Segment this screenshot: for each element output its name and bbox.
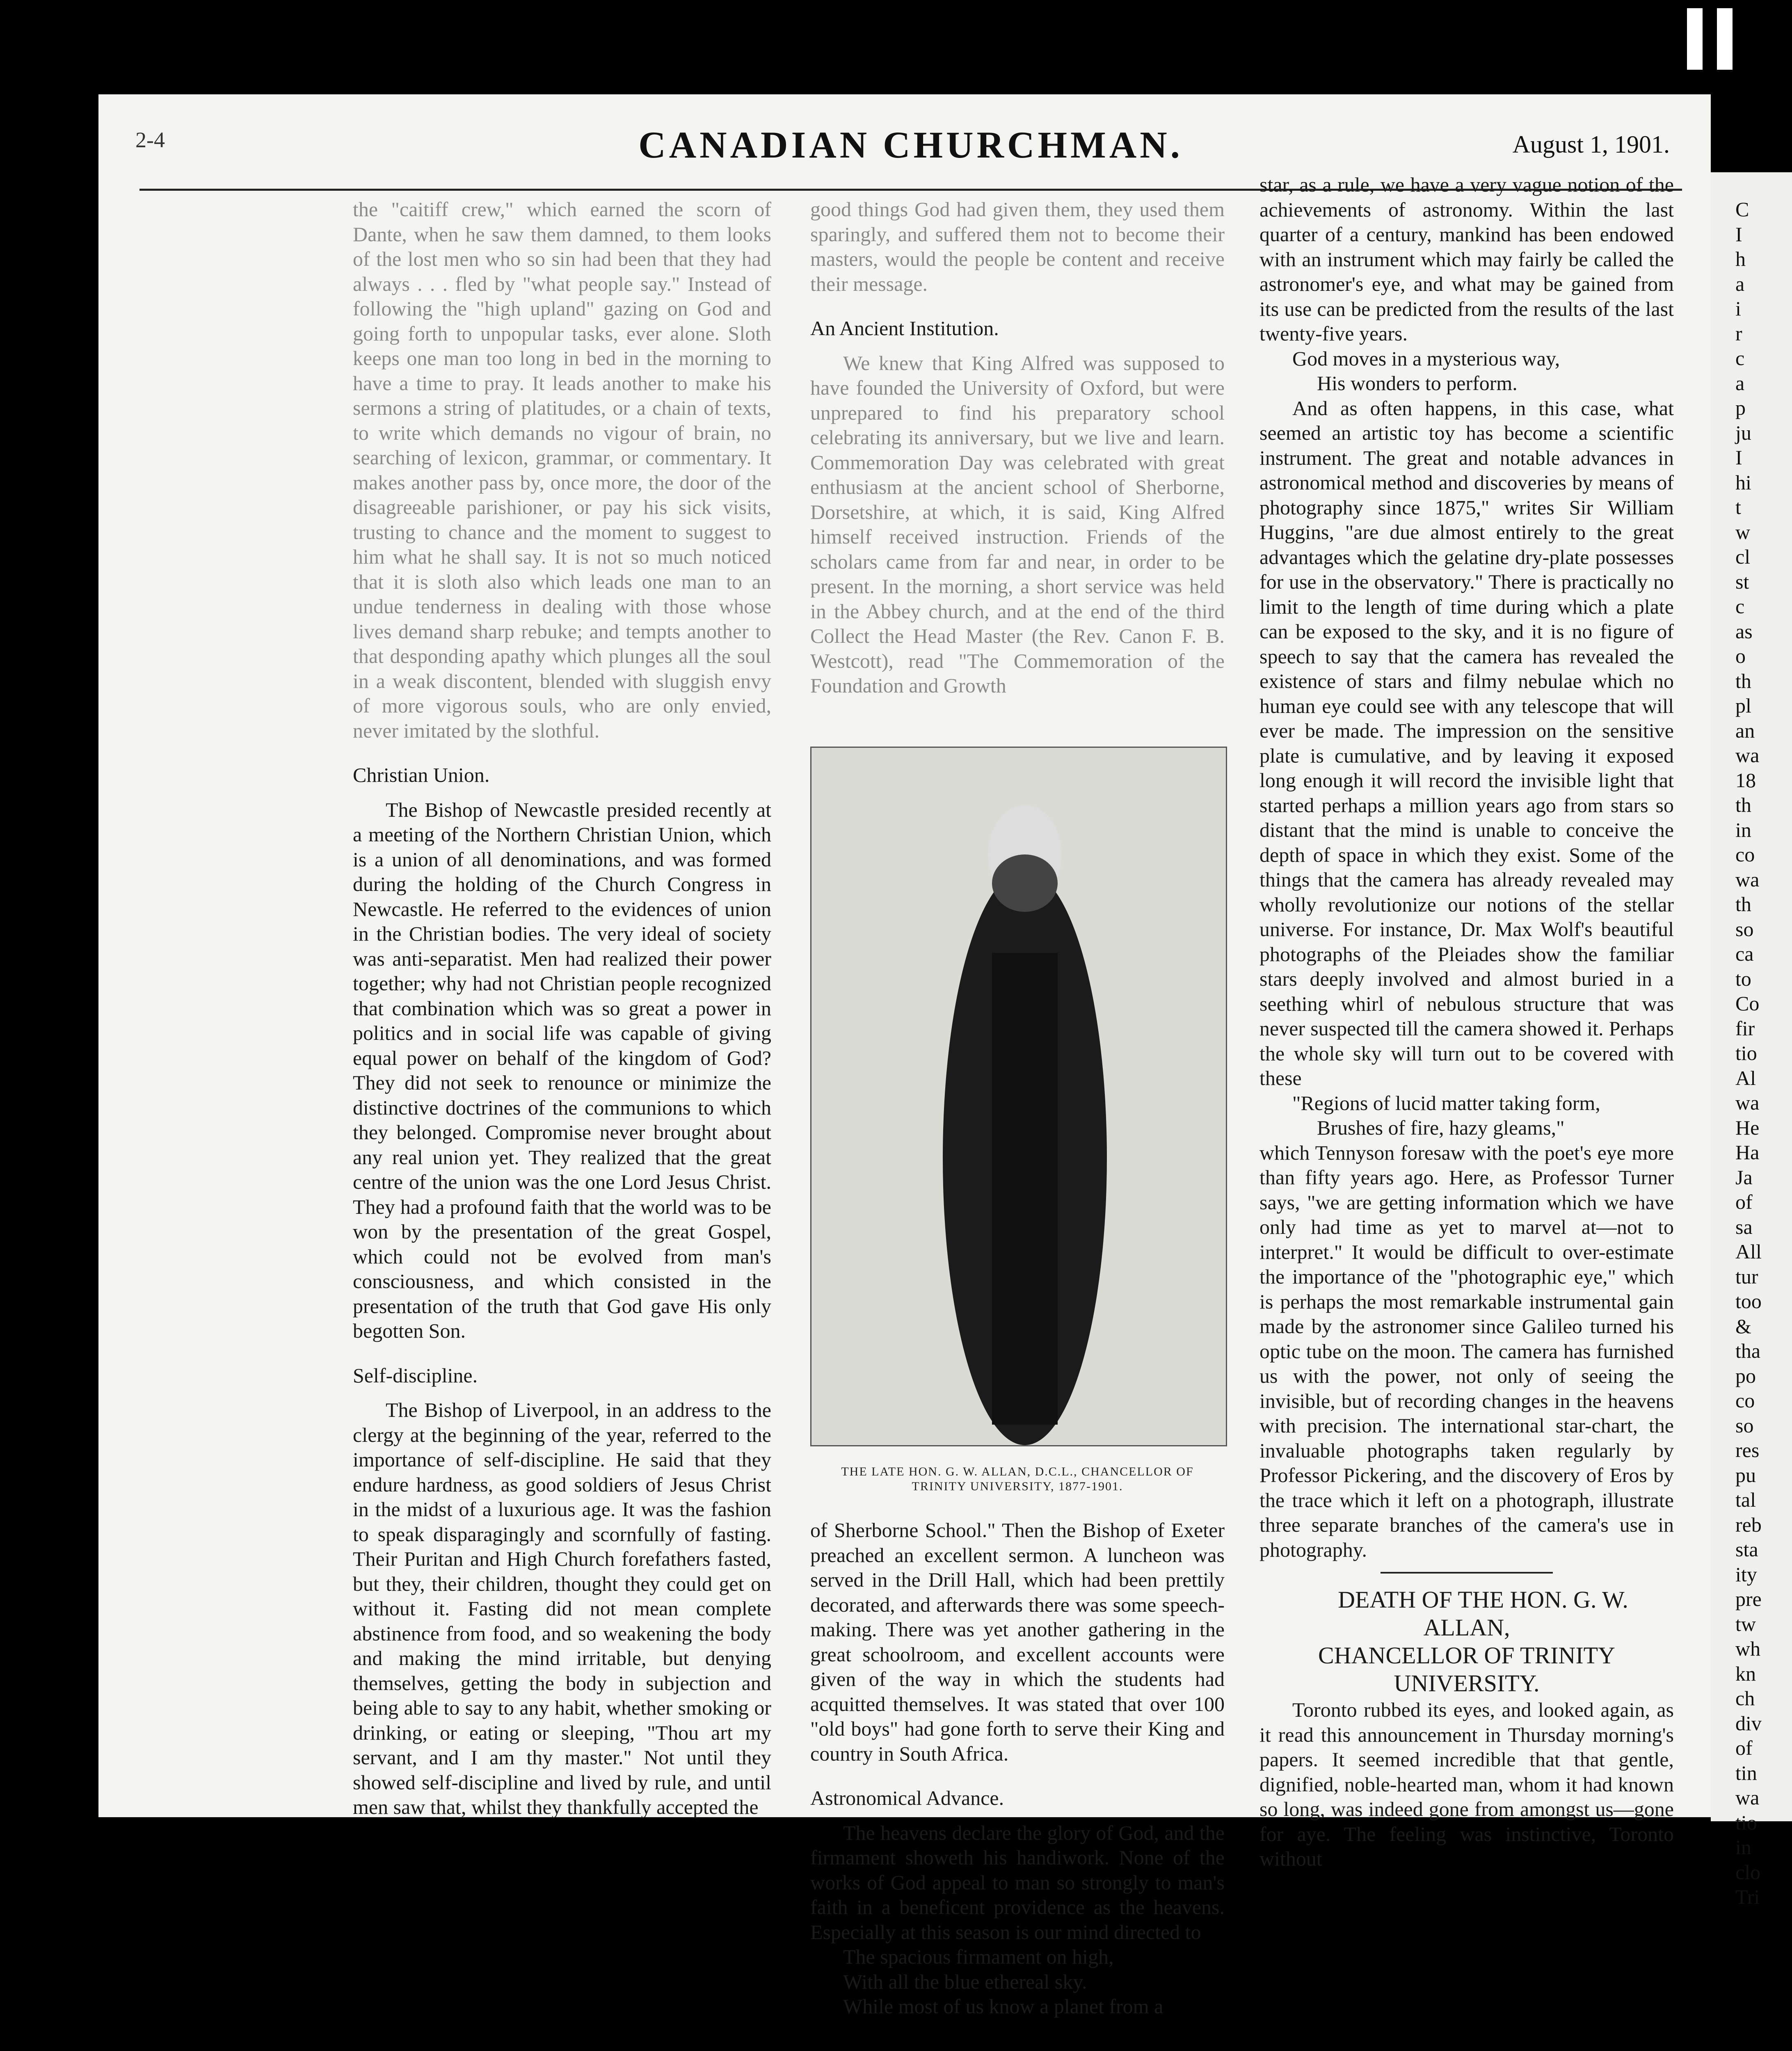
adjacent-page-fragment: wa	[1735, 868, 1760, 891]
adjacent-page-fragment: to	[1735, 967, 1751, 990]
adjacent-page-fragment: of	[1735, 1190, 1753, 1213]
adjacent-page-fragment: tur	[1735, 1265, 1758, 1288]
adjacent-page-fragment: o	[1735, 644, 1746, 667]
adjacent-page-fragment: pu	[1735, 1463, 1756, 1487]
adjacent-page-fragment: res	[1735, 1439, 1760, 1462]
paragraph: the "caitiff crew," which earned the scorn of Dante, when he saw them damned, to them looks of the lost men who so sin had been that they had always . . . fled by "what people say." Instead of following the "high upland" gazing on God and going forth to unpopular tasks, ever alone. Sloth keeps one man too long in bed in the morning to have a time to pray. It leads another to make his sermons a string of platitudes, or a chain of texts, to write which demands no vigour of brain, no searching of lexicon, grammar, or commentary. It makes another pass by, once more, the door of the disagreeable parishioner, or pay his sick visits, trusting to chance and the moment to suggest to him what he shall say. It is not so much noticed that it is sloth also which leads one man to an undue tenderness in dealing with those whose lives demand sharp rebuke; and tempts another to that desponding apathy which plunges all the soul in a weak discontent, blended with sluggish envy of more vigorous souls, who are only envied, never imitated by the slothful.	[353, 198, 771, 742]
adjacent-page-fragment: All	[1735, 1240, 1762, 1263]
adjacent-page-fragment: &	[1735, 1314, 1751, 1338]
caption-line: TRINITY UNIVERSITY, 1877-1901.	[912, 1480, 1123, 1493]
adjacent-page-fragment: an	[1735, 719, 1755, 742]
adjacent-page-fragment: Ha	[1735, 1141, 1760, 1164]
adjacent-page-fragment: co	[1735, 1389, 1755, 1412]
paragraph: While most of us know a planet from a	[843, 1995, 1163, 2018]
adjacent-page-fragment: so	[1735, 1414, 1754, 1437]
paragraph: of Sherborne School." Then the Bishop of Exeter preached an excellent sermon. A luncheon was served in the Drill Hall, which had been prettily decorated, and afterwards there was some speech-making. There was yet another gathering in the great schoolroom, and excellent accounts were given of the way in which the students had acquitted themselves. It was stated that over 100 "old boys" had gone forth to serve their King and country in South Africa.	[810, 1519, 1225, 1765]
column-3	[1259, 172, 1674, 1871]
paragraph: The Bishop of Liverpool, in an address to the clergy at the beginning of the year, referred to the importance of self-discipline. He said that they endure hardness, as good soldiers of Jesus Christ in the midst of a luxurious age. It was the fashion to speak disparagingly and scornfully of fasting. Their Puritan and High Church forefathers fasted, but they, their children, thought they could get on without it. Fasting did not mean complete abstinence from food, and so weakening the body and making the mind irritable, but denying themselves, getting the body in subjection and being able to say to any habit, whether smoking or drinking, or eating or sleeping, "Thou art my servant, and I am thy master." Not until they showed self-discipline and lived by rule, and until men saw that, whilst they thankfully accepted the	[353, 1398, 771, 1818]
section-heading: Astronomical Advance.	[810, 1786, 1004, 1809]
film-bar	[1687, 8, 1703, 70]
portrait-photo	[810, 747, 1227, 1446]
adjacent-page-fragment: wa	[1735, 1786, 1760, 1809]
adjacent-page-fragment: tio	[1735, 1041, 1757, 1064]
adjacent-page-fragment: tin	[1735, 1761, 1757, 1784]
paragraph: Toronto rubbed its eyes, and looked again, as it read this announcement in Thursday morning's papers. It seemed incredible that that gentle, dignified, noble-hearted man, whom it had known so long, was indeed gone from amongst us—gone for aye. The feeling was instinctive, Toronto without	[1259, 1698, 1674, 1870]
article-headline	[1259, 1586, 1674, 1697]
adjacent-page-fragment: i	[1735, 297, 1741, 320]
adjacent-page-fragment: div	[1735, 1711, 1762, 1735]
adjacent-page-fragment: a	[1735, 272, 1745, 295]
adjacent-page-fragment: cl	[1735, 545, 1751, 568]
adjacent-page-fragment: 18	[1735, 768, 1756, 792]
paragraph: good things God had given them, they used them sparingly, and suffered them not to become their masters, would the people be content and receive their message.	[810, 198, 1225, 295]
adjacent-page-fragment: I	[1735, 446, 1742, 469]
headline-line: CHANCELLOR OF TRINITY	[1318, 1642, 1615, 1669]
column-1	[353, 197, 771, 1820]
adjacent-page-fragment: ity	[1735, 1562, 1757, 1586]
adjacent-page-strip	[1711, 172, 1792, 1908]
adjacent-page-fragment: c	[1735, 347, 1745, 370]
section-heading: Self-discipline.	[353, 1364, 478, 1387]
adjacent-page-fragment: kn	[1735, 1662, 1756, 1685]
adjacent-page-fragment: tal	[1735, 1488, 1756, 1511]
verse-line: His wonders to perform.	[1317, 372, 1518, 395]
adjacent-page-fragment: in	[1735, 818, 1751, 841]
adjacent-page-fragment: Al	[1735, 1066, 1756, 1089]
adjacent-page-fragment: clo	[1735, 1860, 1761, 1884]
column-2	[810, 197, 1225, 698]
adjacent-page-fragment: He	[1735, 1116, 1760, 1139]
issue-date: August 1, 1901.	[1512, 131, 1670, 158]
verse-line: With all the blue ethereal sky.	[843, 1970, 1087, 1993]
adjacent-page-fragment: po	[1735, 1364, 1756, 1387]
adjacent-page-fragment: sta	[1735, 1538, 1758, 1561]
adjacent-page-fragment: I	[1735, 222, 1742, 246]
verse-line: God moves in a mysterious way,	[1292, 347, 1560, 370]
adjacent-page-fragment: reb	[1735, 1513, 1762, 1536]
adjacent-page-fragment: tio	[1735, 1811, 1757, 1834]
adjacent-page-fragment: hi	[1735, 470, 1751, 494]
section-heading: Christian Union.	[353, 763, 490, 786]
adjacent-page-fragment: of	[1735, 1736, 1753, 1759]
adjacent-page-fragment: c	[1735, 595, 1745, 618]
adjacent-page-fragment: so	[1735, 917, 1754, 941]
section-heading: An Ancient Institution.	[810, 317, 999, 340]
paragraph: And as often happens, in this case, what seemed an artistic toy has become a scientific instrument. The great and notable advances in astronomical method and discoveries by means of photography since 1875," writes Sir William Huggins, "are due almost entirely to the great advantages which the gelatine dry-plate possesses for use in the observatory." There is practically no limit to the length of time during which a plate can be exposed to the sky, and it is no figure of speech to say that the camera has revealed the existence of stars and filmy nebulae which no human eye could see with any telescope that will ever be made. The impression on the sensitive plate is cumulative, and by leaving it exposed long enough it will record the invisible light that started perhaps a million years ago from stars so distant that the mind is unable to conceive the depth of space in which they exist. Some of the things that the camera has already revealed may wholly revolutionize our notions of the stellar universe. For instance, Dr. Max Wolf's beautiful photographs of the Pleiades show the familiar stars deeply involved and almost buried in a seething whirl of nebulous structure that was never suspected till the camera showed it. Perhaps the whole sky will turn out to be covered with these	[1259, 396, 1674, 1089]
adjacent-page-fragment: tw	[1735, 1612, 1756, 1635]
adjacent-page-fragment: wa	[1735, 1091, 1760, 1114]
adjacent-page-fragment: Co	[1735, 992, 1760, 1015]
page-number: 2-4	[135, 128, 165, 152]
verse-line: Brushes of fire, hazy gleams,"	[1317, 1116, 1565, 1139]
adjacent-page-fragment: h	[1735, 247, 1746, 270]
adjacent-page-fragment: co	[1735, 843, 1755, 866]
portrait-caption	[810, 1464, 1225, 1494]
adjacent-page-fragment: pl	[1735, 694, 1751, 717]
paragraph: The heavens declare the glory of God, and the firmament showeth his handiwork. None of the works of God appeal to man so strongly to man's faith in a beneficent providence as the heavens. Especially at this season is our mind directed to	[810, 1821, 1225, 1944]
film-bar	[1717, 8, 1733, 70]
adjacent-page-fragment: r	[1735, 322, 1742, 345]
adjacent-page-fragment: ch	[1735, 1687, 1755, 1710]
adjacent-page-fragment: sa	[1735, 1215, 1753, 1238]
verse-line: The spacious firmament on high,	[843, 1945, 1114, 1968]
caption-line: THE LATE HON. G. W. ALLAN, D.C.L., CHANCELLOR OF	[841, 1465, 1194, 1478]
adjacent-page-fragment: ca	[1735, 942, 1754, 965]
paragraph: which Tennyson foresaw with the poet's eye more than fifty years ago. Here, as Professor Turner says, "we are getting information which we have only had time as yet to marvel at—not to interpret." It would be difficult to over-estimate the importance of the "photographic eye," which is perhaps the most remarkable instrumental gain made by the astronomer since Galileo turned his optic tube on the moon. The camera has furnished us with the power, not only of seeing the invisible, but of recording changes in the heavens with precision. The international star-chart, the invaluable photographs taken regularly by Professor Pickering, and the discovery of Eros by the trace which it left on a photograph, illustrate three separate branches of the camera's use in photography.	[1259, 1141, 1674, 1561]
adjacent-page-fragment: in	[1735, 1836, 1751, 1859]
adjacent-page-fragment: w	[1735, 520, 1751, 544]
column-2-lower	[810, 1518, 1225, 2019]
adjacent-page-fragment: wh	[1735, 1637, 1761, 1660]
headline-line: UNIVERSITY.	[1394, 1670, 1540, 1697]
adjacent-page-fragment: th	[1735, 893, 1751, 916]
paragraph: We knew that King Alfred was supposed to have founded the University of Oxford, but were unprepared to find his preparatory school celebrating its anniversary, but we live and learn. Commemoration Day was celebrated with great enthusiasm at the ancient school of Sherborne, Dorsetshire, at which, it is said, King Alfred himself received instruction. Friends of the scholars came from far and near, in order to be present. In the morning, a short service was held in the Abbey church, and at the end of the third Collect the Head Master (the Rev. Canon F. B. Westcott), read "The Commemoration of the Foundation and Growth	[810, 351, 1225, 697]
section-rule	[1381, 1572, 1553, 1574]
adjacent-page-fragment: ju	[1735, 421, 1751, 444]
headline-line: DEATH OF THE HON. G. W. ALLAN,	[1338, 1586, 1628, 1641]
adjacent-page-fragment: wa	[1735, 744, 1760, 767]
verse-line: "Regions of lucid matter taking form,	[1292, 1091, 1600, 1115]
adjacent-page-fragment: st	[1735, 570, 1749, 593]
paragraph: The Bishop of Newcastle presided recently at a meeting of the Northern Christian Union, which is a union of all denominations, and was formed during the holding of the Church Congress in Newcastle. He referred to the evidences of union in the Christian bodies. The very ideal of society was anti-separatist. Men had realized their power together; why had not Christian people recognized that combination which was so great a power in politics and in social life was capable of giving equal power on behalf of the kingdom of God? They did not seek to renounce or minimize the distinctive doctrines of the communions to which they belonged. Compromise never brought about any real union yet. They realized that the great centre of the union was the one Lord Jesus Christ. They had a profound faith that the world was to be won by the presentation of the great Gospel, which could not be evolved from man's consciousness, and which consisted in the presentation of the truth that God gave His only begotten Son.	[353, 798, 771, 1342]
paragraph: star, as a rule, we have a very vague notion of the achievements of astronomy. Within the last quarter of a century, mankind has been endowed with an instrument which may fairly be called the astronomer's eye, and what may be gained from its use can be predicted from the results of the last twenty-five years.	[1259, 173, 1674, 345]
adjacent-page-fragment: t	[1735, 496, 1741, 518]
adjacent-page-fragment: Tri	[1735, 1885, 1760, 1908]
adjacent-page-fragment: pre	[1735, 1587, 1762, 1610]
adjacent-page-fragment: p	[1735, 396, 1746, 419]
adjacent-page-fragment: a	[1735, 371, 1745, 395]
adjacent-page-fragment: th	[1735, 793, 1751, 816]
adjacent-page-fragment: tha	[1735, 1339, 1761, 1362]
adjacent-page-fragment: as	[1735, 619, 1753, 643]
adjacent-page-fragment: too	[1735, 1290, 1762, 1313]
adjacent-page-fragment: C	[1735, 198, 1749, 221]
adjacent-page-fragment: Ja	[1735, 1165, 1753, 1189]
adjacent-page-fragment: fir	[1735, 1016, 1755, 1040]
masthead: CANADIAN CHURCHMAN.	[638, 124, 1183, 166]
adjacent-page-fragment: th	[1735, 669, 1751, 692]
